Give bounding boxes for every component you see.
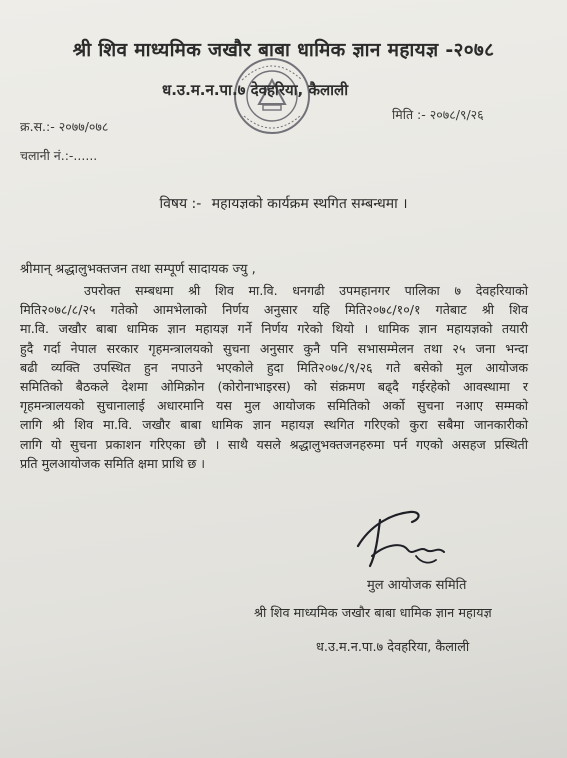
letter-date: मिति :- २०७८/९/२६ bbox=[392, 107, 484, 122]
handwritten-signature bbox=[350, 506, 460, 576]
body-line: लागि यो सुचना प्रकाशन गरिएका छौ । साथै यसले श्रद्धालुभक्तजनहरुमा पर्न गएको असहज प्रस्थिती bbox=[20, 436, 528, 452]
body-line: गृहमन्त्रालयको सुचानालाई अधारमानि यस मुल आयोजक समितिको अर्को सुचना नआए सम्मको bbox=[20, 398, 528, 414]
body-line: मा.वि. जखौर बाबा धामिक ज्ञान महायज्ञ गर्ने निर्णय गरेको थियो । धामिक ज्ञान महायज्ञको तयारी bbox=[20, 321, 528, 337]
body-line: मिति२०७८/८/२५ गतेको आमभेलाको निर्णय अनुसार यहि मिति२०७८/१०/१ गतेबाट श्री शिव bbox=[20, 302, 528, 318]
salutation: श्रीमान् श्रद्धालुभक्तजन तथा सम्पूर्ण सादायक ज्यु , bbox=[20, 262, 256, 277]
reference-number: क्र.स.:- २०७७/०७८ bbox=[20, 119, 109, 134]
subject-line bbox=[0, 194, 567, 213]
subject-text: महायज्ञको कार्यक्रम स्थगित सम्बन्धमा । bbox=[211, 196, 408, 212]
letterhead-address: ध.उ.म.न.पा.७ देवहरिया, कैलाली bbox=[162, 81, 349, 99]
body-line: समितिको बैठकले देशमा ओमिक्रोन (कोरोनाभाइरस) को संक्रमण बढ्दै गईरहेको आवस्थामा र bbox=[20, 378, 528, 394]
signatory-address: ध.उ.म.न.पा.७ देवहरिया, कैलाली bbox=[316, 640, 470, 655]
dispatch-number: चलानी नं.:-...... bbox=[20, 148, 98, 163]
subject-label: विषय :- bbox=[159, 196, 202, 212]
body-line: लागि श्री शिव मा.वि. जखौर बाबा धामिक ज्ञान महायज्ञ स्थगित गरिएको कुरा सबैमा जानकारीको bbox=[20, 417, 528, 433]
body-paragraph bbox=[20, 281, 528, 473]
body-line: बढी व्यक्ति उपस्थित हुन नपाउने भएकोले हुदा मिति२०७८/९/२६ गते बसेको मुल आयोजक bbox=[20, 359, 528, 375]
body-line: उपरोक्त सम्बधमा श्री शिव मा.वि. धनगढी उपमहानगर पालिका ७ देवहरियाको bbox=[84, 283, 528, 298]
letterhead-title: श्री शिव माध्यमिक जखौर बाबा धामिक ज्ञान महायज्ञ -२०७८ bbox=[72, 39, 495, 61]
signatory-organization: श्री शिव माध्यमिक जखौर बाबा धामिक ज्ञान महायज्ञ bbox=[254, 606, 492, 621]
body-line: हुदै गर्दा नेपाल सरकार गृहमन्त्रालयको सुचना अनुसार कुनै पनि सभासम्मेलन तथा २५ जना भन्दा bbox=[20, 340, 528, 356]
body-line: प्रति मुलआयोजक समिति क्षमा प्राथि छ । bbox=[20, 455, 206, 471]
signatory-committee: मुल आयोजक समिति bbox=[367, 578, 467, 593]
